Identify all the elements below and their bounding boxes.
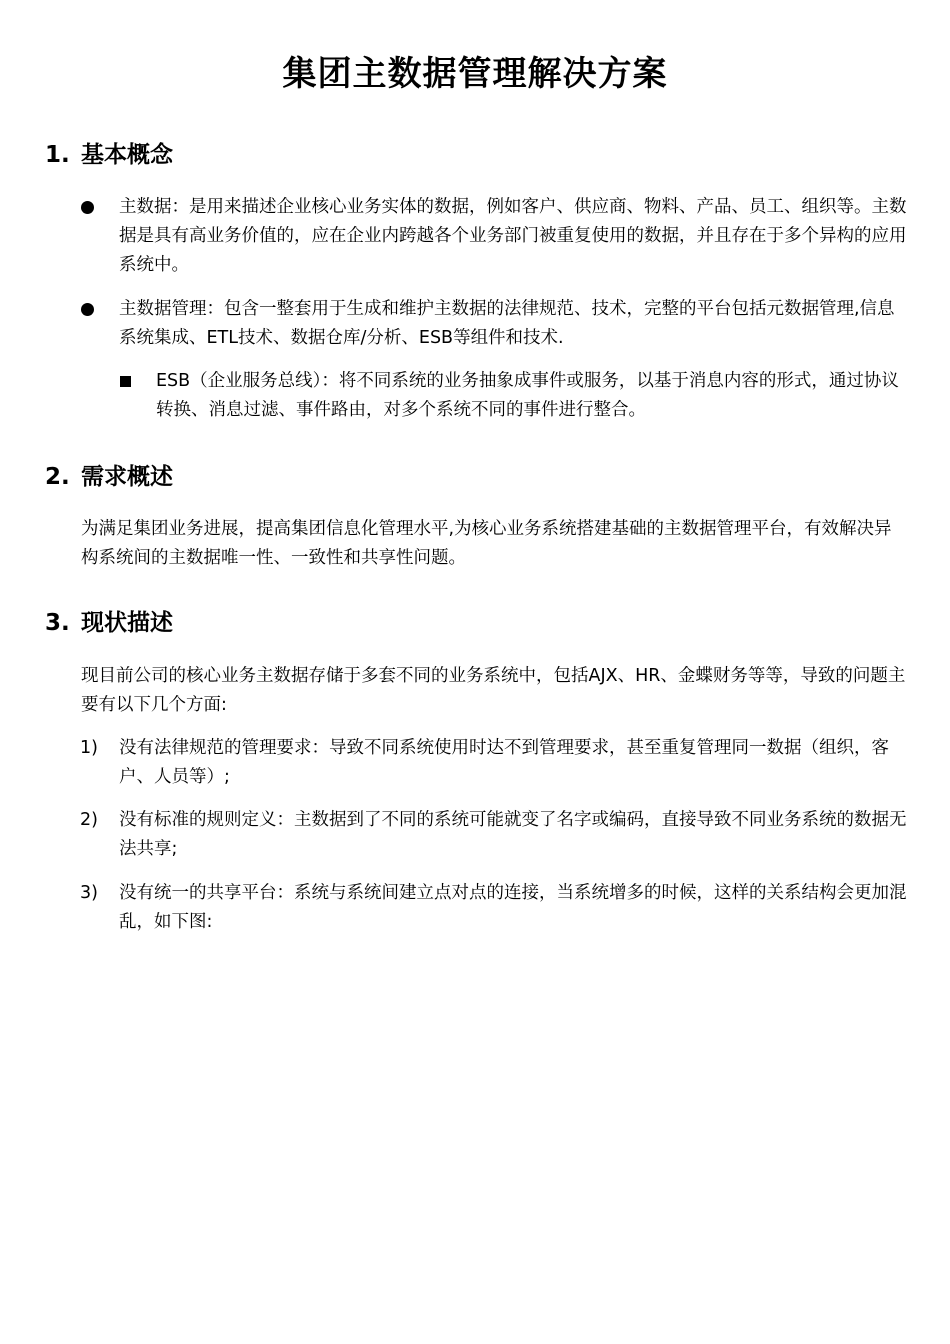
bullet-master-data: 主数据：是用来描述企业核心业务实体的数据，例如客户、供应商、物料、产品、员工、组织等。主数据是具有高业务价值的，应在企业内跨越各个业务部门被重复使用的数据，并且存在于多个异构的应用系统中。 — [119, 197, 907, 275]
list-item-text: 没有标准的规则定义：主数据到了不同的系统可能就变了名字或编码，直接导致不同业务系统的数据无法共享; — [119, 810, 907, 859]
bullet-dot-icon — [81, 303, 94, 316]
list-item-marker: 3) — [80, 883, 98, 903]
bullet-master-data-management: 主数据管理：包含一整套用于生成和维护主数据的法律规范、技术，完整的平台包括元数据管理,信息系统集成、ETL技术、数据仓库/分析、ESB等组件和技术. — [119, 299, 895, 348]
list-item-marker: 2) — [80, 810, 98, 830]
document-title: 集团主数据管理解决方案 — [282, 54, 668, 94]
section-number: 1. — [45, 142, 70, 168]
sub-bullet-esb: ESB（企业服务总线）：将不同系统的业务抽象成事件或服务，以基于消息内容的形式，通过协议转换、消息过滤、事件路由，对多个系统不同的事件进行整合。 — [156, 371, 899, 420]
section-title: 基本概念 — [81, 142, 173, 168]
bullet-dot-icon — [81, 201, 94, 214]
section-number: 3. — [45, 610, 70, 636]
requirements-paragraph: 为满足集团业务进展，提高集团信息化管理水平,为核心业务系统搭建基础的主数据管理平台，有效解决异构系统间的主数据唯一性、一致性和共享性问题。 — [81, 519, 892, 568]
list-item-text: 没有统一的共享平台：系统与系统间建立点对点的连接，当系统增多的时候，这样的关系结构会更加混乱，如下图: — [119, 883, 907, 932]
square-bullet-icon — [120, 376, 131, 387]
section-heading-requirements — [45, 462, 173, 492]
list-item-text: 没有法律规范的管理要求：导致不同系统使用时达不到管理要求，甚至重复管理同一数据（组织，客户、人员等）; — [119, 738, 889, 787]
section-heading-current-status — [45, 608, 173, 638]
section-title: 现状描述 — [81, 610, 173, 636]
section-heading-basic-concepts — [45, 140, 173, 170]
section-title: 需求概述 — [81, 464, 173, 490]
section-number: 2. — [45, 464, 70, 490]
current-status-paragraph: 现目前公司的核心业务主数据存储于多套不同的业务系统中，包括AJX、HR、金蝶财务等等，导致的问题主要有以下几个方面: — [81, 666, 906, 715]
list-item-marker: 1) — [80, 738, 98, 758]
